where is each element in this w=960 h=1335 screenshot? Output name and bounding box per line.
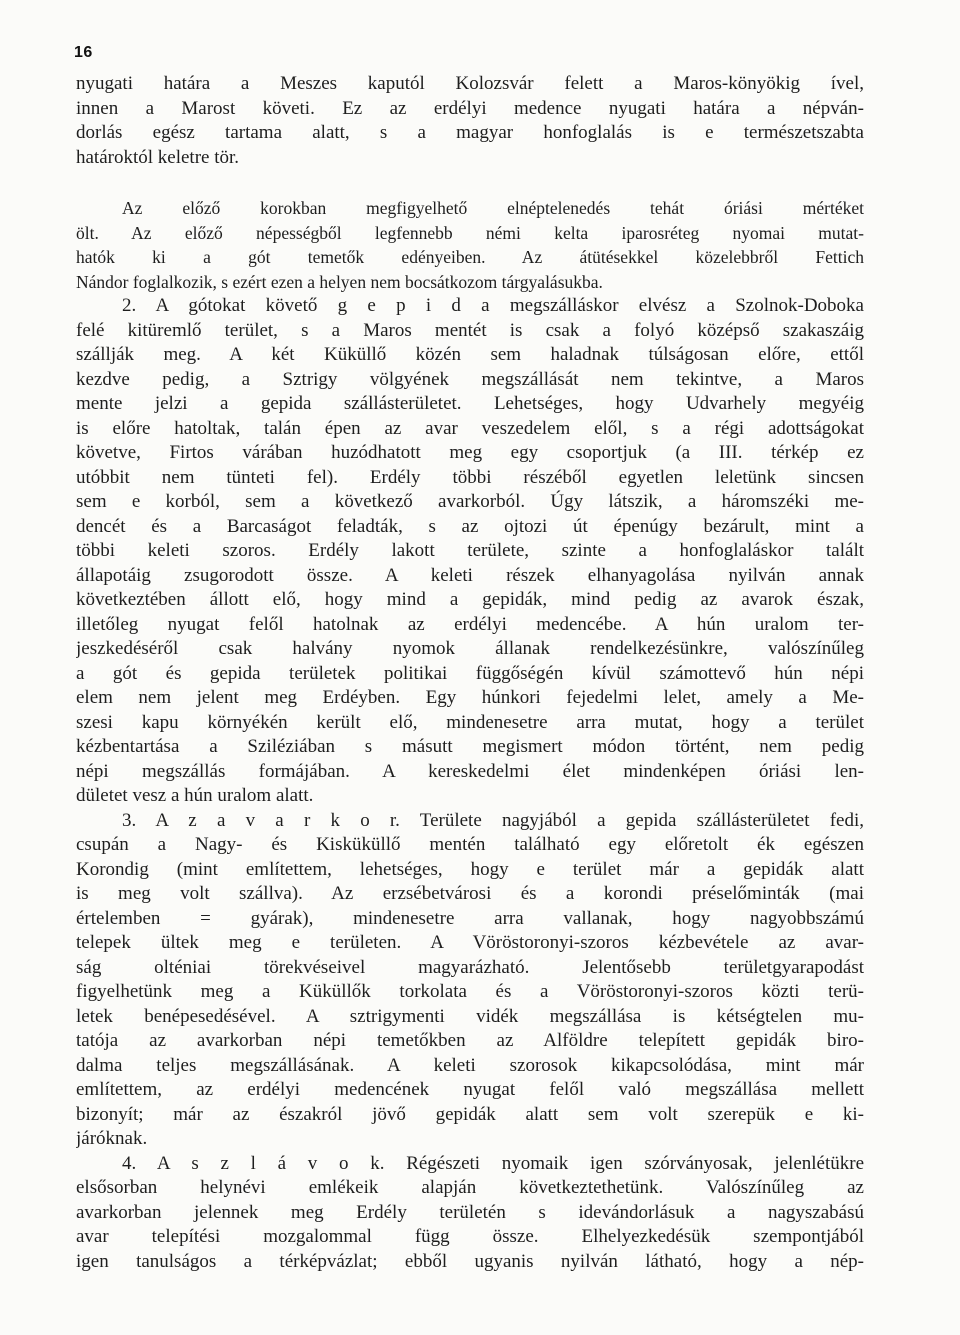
text-line: csupán a Nagy- és Kisküküllő mentén található egy előretolt ék egészen (76, 834, 864, 855)
text-line: innen a Marost követi. Ez az erdélyi medence nyugati határa a népván- (76, 97, 864, 119)
text-line: népi megszállás formájában. A kereskedelmi élet mindenképen óriási len- (76, 760, 864, 782)
text-line: 4. A s z l á v o k. Régészeti nyomaik igen szórványosak, jelenlétükre (122, 1152, 864, 1174)
text-line: határoktól keletre tör. (76, 146, 240, 168)
text-line: illetőleg nyugat felől hatolnak az erdélyi medencébe. A hún uralom ter- (76, 613, 864, 635)
text-line: többi keleti szoros. Erdély lakott területe, szinte a honfoglaláskor talált (76, 540, 864, 561)
text-line: szállják meg. A két Küküllő közén sem haladnak túlságosan előre, ettől (76, 344, 864, 365)
paragraph-main (76, 294, 864, 1274)
text-line: követve, Firtos várában huzódhatott meg egy csoportjuk (a III. térkép ez (76, 442, 864, 463)
text-line: következtében állott elő, hogy mind a gepidák, mind pedig az avarok észak, (76, 589, 864, 610)
page-number: 16 (74, 44, 93, 61)
text-line: dalma teljes megszállásának. A keleti szorosok kikapcsolódása, mint már (76, 1054, 864, 1076)
paragraph-intro (76, 72, 864, 170)
text-line: Nándor foglalkozik, s ezért ezen a helyen nem bocsátkozom tárgyalásukba. (76, 271, 603, 292)
text-line: Korondig (mint említettem, lehetséges, hogy e terület már a gepidák alatt (76, 858, 864, 880)
text-line: mente jelzi a gepida szállásterületet. Lehetséges, hogy Udvarhely megyéig (76, 393, 864, 414)
text-line: elsősorban helynévi emlékeik alapján következtethetünk. Valószínűleg az (76, 1177, 864, 1198)
text-line: jeszkedéséről csak halvány nyomok állanak rendelkezésünkre, valószínűleg (76, 638, 864, 659)
text-line: értelemben = gyárak), mindenesetre arra vallanak, hogy nagyobbszámú (76, 907, 864, 929)
text-line: járóknak. (76, 1128, 148, 1149)
text-line: igen tanulságos a térképvázlat; ebből ugyanis nyilván látható, hogy a nép- (76, 1250, 864, 1272)
text-line: dencét és a Barcaságot feladták, s az ojtozi út épenúgy bezárult, mint a (76, 515, 864, 537)
text-line: kezdve pedig, a Sztrigy völgyének megszállását nem tekintve, a Maros (76, 368, 864, 390)
text-line: 3. A z a v a r k o r. Területe nagyjából a gepida szállásterületet fedi, (122, 809, 864, 831)
text-line: elem nem jelent meg Erdéyben. Egy húnkori fejedelmi lelet, amely a Me- (76, 687, 864, 708)
text-line: 2. A gótokat követő g e p i d a megszálláskor elvész a Szolnok-Doboka (122, 295, 864, 316)
text-line: a gót és gepida területek politikai függőségén kívül számottevő hún népi (76, 662, 864, 684)
text-line: bizonyít; már az északról jövő gepidák alatt sem volt szerepük e ki- (76, 1103, 864, 1125)
text-line: szesi kapu környékén került elő, mindenesetre arra mutat, hogy a terület (76, 711, 864, 733)
text-line: ölt. Az előző népességből legfennebb némi kelta iparosréteg nyomai mutat- (76, 222, 864, 243)
text-line: felé kitüremlő terület, s a Maros mentét is csak a folyó középső szakaszáig (76, 319, 864, 341)
text-line: nyugati határa a Meszes kaputól Kolozsvár felett a Maros-könyökig ível, (76, 73, 864, 94)
text-line: utóbbit nem tünteti fel). Erdély többi részéből egyetlen leletünk sincsen (76, 466, 864, 488)
text-line: állapotáig zsugorodott össze. A keleti részek elhanyagolása nyilván annak (76, 564, 864, 586)
text-line: letek benépesedésével. A sztrigymenti vidék megszállása is kétségtelen mu- (76, 1005, 864, 1027)
text-line: kézbentartása a Sziléziában s másutt megismert módon történt, nem pedig (76, 736, 864, 757)
text-line: is meg volt szállva). Az erzsébetvárosi és a korondi préselőminták (mai (76, 883, 864, 904)
text-line: figyelhetünk meg a Küküllők torkolata és a Vöröstoronyi-szoros közti terü- (76, 981, 864, 1002)
text-line: avarkorban jelennek meg Erdély területén s idevándorlásuk a nagyszabású (76, 1201, 864, 1223)
text-line: Az előző korokban megfigyelhető elnéptelenedés tehát óriási mértéket (122, 198, 864, 218)
text-line: hatók ki a gót temetők edényeiben. Az átütésekkel közelebbről Fettich (76, 247, 864, 267)
text-line: dületet vesz a hún uralom alatt. (76, 785, 314, 806)
text-line: dorlás egész tartama alatt, s a magyar honfoglalás is e természetszabta (76, 122, 864, 143)
text-line: telepek ültek meg e területen. A Vöröstoronyi-szoros kézbevétele az avar- (76, 932, 864, 953)
text-line: is előre hatoltak, talán épen az avar veszedelem elől, s a régi adottságokat (76, 417, 864, 439)
text-line: tatója az avarkorban népi temetőkben az Alföldre telepített gepidák biro- (76, 1030, 864, 1051)
text-line: sem e korból, sem a következő avarkorból. Úgy látszik, a háromszéki me- (76, 491, 864, 512)
text-line: ság olténiai törekvéseivel magyarázható. Jelentősebb területgyarapodást (76, 956, 864, 978)
text-line: említettem, az erdélyi medencének nyugat felől való megszállása mellett (76, 1079, 864, 1100)
paragraph-depopulation (76, 196, 864, 294)
text-line: avar telepítési mozgalommal függ össze. Elhelyezkedésük szempontjából (76, 1226, 864, 1247)
